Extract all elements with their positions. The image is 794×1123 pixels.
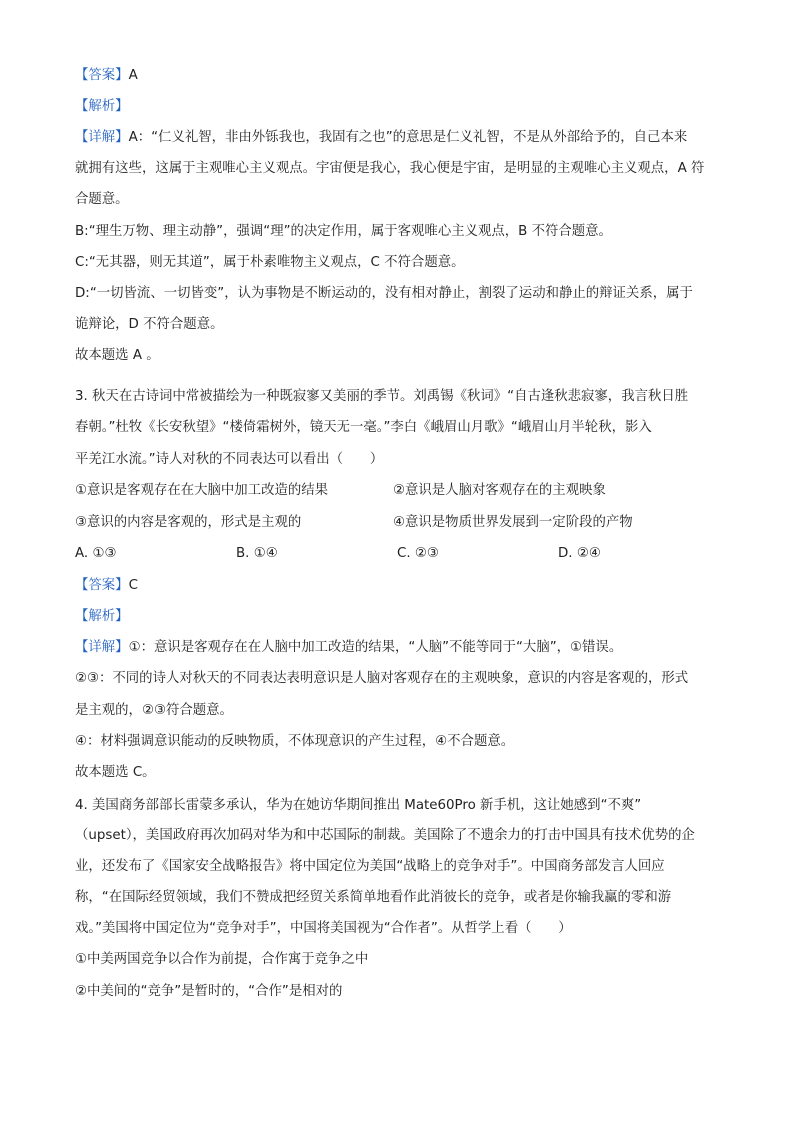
detail-tag: 【详解】 xyxy=(75,640,129,655)
q3-choice-c: C. ②③ xyxy=(397,546,439,561)
q3-statement: ④意识是物质世界发展到一定阶段的产物 xyxy=(393,515,633,530)
q3-analysis-tag: 【解析】 xyxy=(75,609,129,624)
q3-text: ①：意识是客观存在在人脑中加工改造的结果，“人脑”不能等同于“大脑”，①错误。 xyxy=(128,640,623,655)
answer-tag: 【答案】 xyxy=(75,68,129,83)
q2-detail-line xyxy=(75,128,687,148)
q3-stem: 平羌江水流。”诗人对秋的不同表达可以看出（ ） xyxy=(75,452,384,467)
q3-answer-line xyxy=(75,576,138,596)
q2-text: C:“无其器，则无其道”，属于朴素唯物主义观点，C 不符合题意。 xyxy=(75,255,465,270)
q3-text: ④：材料强调意识能动的反映物质，不体现意识的产生过程，④不合题意。 xyxy=(75,734,515,749)
q2-conclusion: 故本题选 A 。 xyxy=(75,348,160,363)
q3-statement: ③意识的内容是客观的，形式是主观的 xyxy=(75,515,302,530)
q2-text: 合题意。 xyxy=(75,192,129,207)
q2-text: 就拥有这些，这属于主观唯心主义观点。宇宙便是我心，我心便是宇宙，是明显的主观唯心主义观点，A 符 xyxy=(75,161,705,176)
q3-stem: 春朝。”杜牧《长安秋望》“楼倚霜树外，镜天无一毫。”李白《峨眉山月歌》“峨眉山月半轮秋，影入 xyxy=(75,420,652,435)
q4-stem: 4. 美国商务部部长雷蒙多承认，华为在她访华期间推出 Mate60Pro 新手机，这让她感到“不爽” xyxy=(75,798,642,813)
q3-choice-d: D. ②④ xyxy=(558,546,601,561)
q2-text: D:“一切皆流、一切皆变”，认为事物是不断运动的，没有相对静止，割裂了运动和静止的辩证关系，属于 xyxy=(75,286,693,301)
q4-statement: ②中美间的“竞争”是暂时的，“合作”是相对的 xyxy=(75,984,343,999)
q4-stem: 戏。”美国将中国定位为“竞争对手”，中国将美国视为“合作者”。从哲学上看（ ） xyxy=(75,921,572,936)
answer-tag: 【答案】 xyxy=(75,578,129,593)
q4-stem: 业，还发布了《国家安全战略报告》将中国定位为美国“战略上的竞争对手”。中国商务部发言人回应 xyxy=(75,859,665,874)
q3-statement: ①意识是客观存在在大脑中加工改造的结果 xyxy=(75,483,329,498)
q2-text: 诡辩论，D 不符合题意。 xyxy=(75,317,224,332)
q4-stem: （upset），美国政府再次加码对华为和中芯国际的制裁。美国除了不遗余力的打击中国具有技术优势的企 xyxy=(75,828,695,843)
q3-choice-b: B. ①④ xyxy=(236,546,278,561)
answer-value: A xyxy=(128,68,138,83)
q3-choice-a: A. ①③ xyxy=(75,546,117,561)
q4-statement: ①中美两国竞争以合作为前提，合作寓于竞争之中 xyxy=(75,952,369,967)
q3-text: ②③：不同的诗人对秋天的不同表达表明意识是人脑对客观存在的主观映象，意识的内容是客观的，形式 xyxy=(75,671,689,686)
q2-text: B:“理生万物、理主动静”，强调“理”的决定作用，属于客观唯心主义观点，B 不符合题意。 xyxy=(75,224,612,239)
answer-value: C xyxy=(128,578,138,593)
q2-analysis-tag: 【解析】 xyxy=(75,99,129,114)
q2-answer-line xyxy=(75,66,138,86)
q3-detail-line xyxy=(75,638,622,658)
detail-tag: 【详解】 xyxy=(75,130,129,145)
q4-stem: 称，“在国际经贸领域，我们不赞成把经贸关系简单地看作此消彼长的竞争，或者是你输我赢的零和游 xyxy=(75,890,672,905)
q3-statement: ②意识是人脑对客观存在的主观映象 xyxy=(393,483,606,498)
q3-conclusion: 故本题选 C。 xyxy=(75,765,156,780)
q3-stem: 3. 秋天在古诗词中常被描绘为一种既寂寥又美丽的季节。刘禹锡《秋词》“自古逢秋悲寂寥，我言秋日胜 xyxy=(75,389,689,404)
q2-text: A：“仁义礼智，非由外铄我也，我固有之也”的意思是仁义礼智，不是从外部给予的，自己本来 xyxy=(128,130,688,145)
q3-text: 是主观的，②③符合题意。 xyxy=(75,703,233,718)
